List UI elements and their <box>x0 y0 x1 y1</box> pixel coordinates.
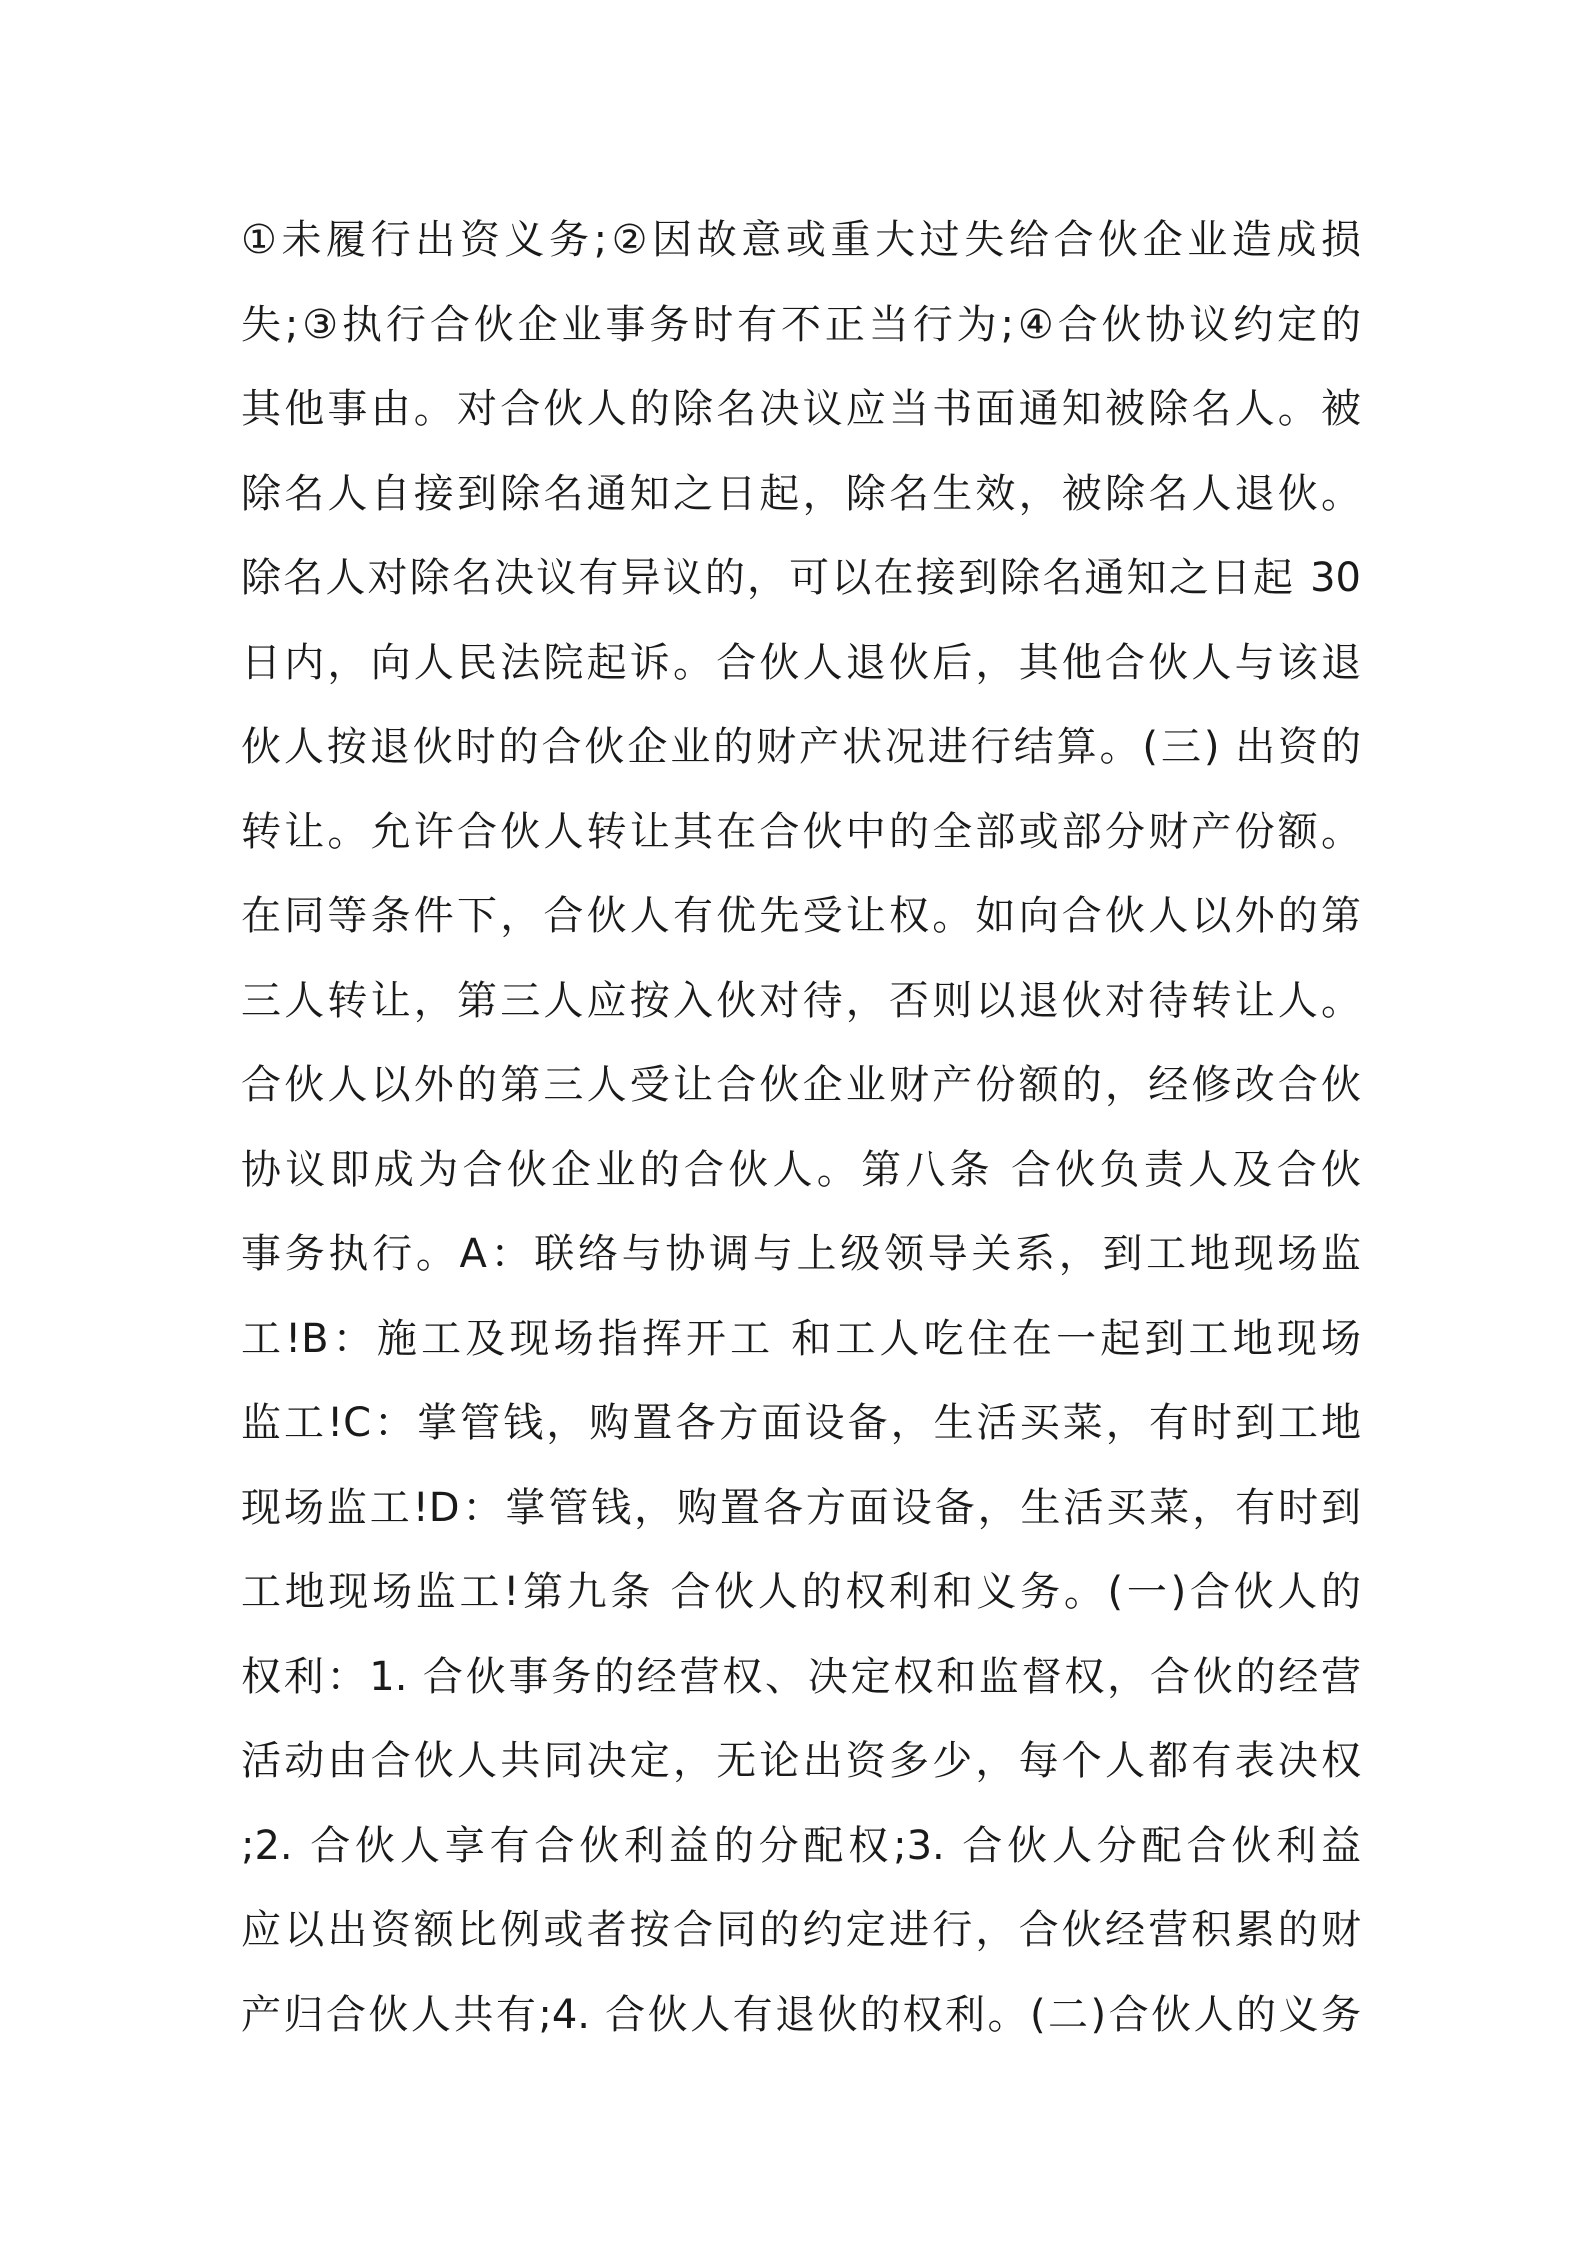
text-line: 伙人按退伙时的合伙企业的财产状况进行结算。(三) 出资的 <box>241 724 1361 770</box>
text-line: ①未履行出资义务;②因故意或重大过失给合伙企业造成损 <box>241 217 1361 263</box>
text-line: 事务执行。A：联络与协调与上级领导关系，到工地现场监 <box>241 1231 1361 1277</box>
text-line: 在同等条件下，合伙人有优先受让权。如向合伙人以外的第 <box>241 893 1361 939</box>
text-line: 转让。允许合伙人转让其在合伙中的全部或部分财产份额。 <box>241 808 1361 855</box>
text-line: 活动由合伙人共同决定，无论出资多少，每个人都有表决权 <box>241 1738 1361 1784</box>
text-line: 合伙人以外的第三人受让合伙企业财产份额的，经修改合伙 <box>241 1062 1361 1108</box>
text-line: 除名人自接到除名通知之日起，除名生效，被除名人退伙。 <box>241 470 1361 517</box>
text-line: 现场监工!D：掌管钱，购置各方面设备，生活买菜，有时到 <box>241 1484 1361 1531</box>
body-text <box>241 198 1361 2057</box>
text-line: 工地现场监工!第九条 合伙人的权利和义务。(一)合伙人的 <box>241 1569 1361 1615</box>
text-line: ;2. 合伙人享有合伙利益的分配权;3. 合伙人分配合伙利益 <box>241 1822 1361 1869</box>
text-line: 日内，向人民法院起诉。合伙人退伙后，其他合伙人与该退 <box>241 639 1361 686</box>
text-line: 产归合伙人共有;4. 合伙人有退伙的权利。(二)合伙人的义务 <box>241 1991 1361 2038</box>
text-line: 失;③执行合伙企业事务时有不正当行为;④合伙协议约定的 <box>241 301 1361 348</box>
text-line: 工!B：施工及现场指挥开工 和工人吃住在一起到工地现场 <box>241 1315 1361 1362</box>
text-line: 除名人对除名决议有异议的，可以在接到除名通知之日起 30 <box>241 555 1361 601</box>
text-line: 应以出资额比例或者按合同的约定进行，合伙经营积累的财 <box>241 1907 1361 1953</box>
text-line: 三人转让，第三人应按入伙对待，否则以退伙对待转让人。 <box>241 977 1361 1024</box>
text-line: 其他事由。对合伙人的除名决议应当书面通知被除名人。被 <box>241 386 1361 432</box>
text-line: 权利：1. 合伙事务的经营权、决定权和监督权，合伙的经营 <box>241 1653 1361 1700</box>
text-line: 协议即成为合伙企业的合伙人。第八条 合伙负责人及合伙 <box>241 1146 1361 1193</box>
text-line: 监工!C：掌管钱，购置各方面设备，生活买菜，有时到工地 <box>241 1400 1361 1446</box>
